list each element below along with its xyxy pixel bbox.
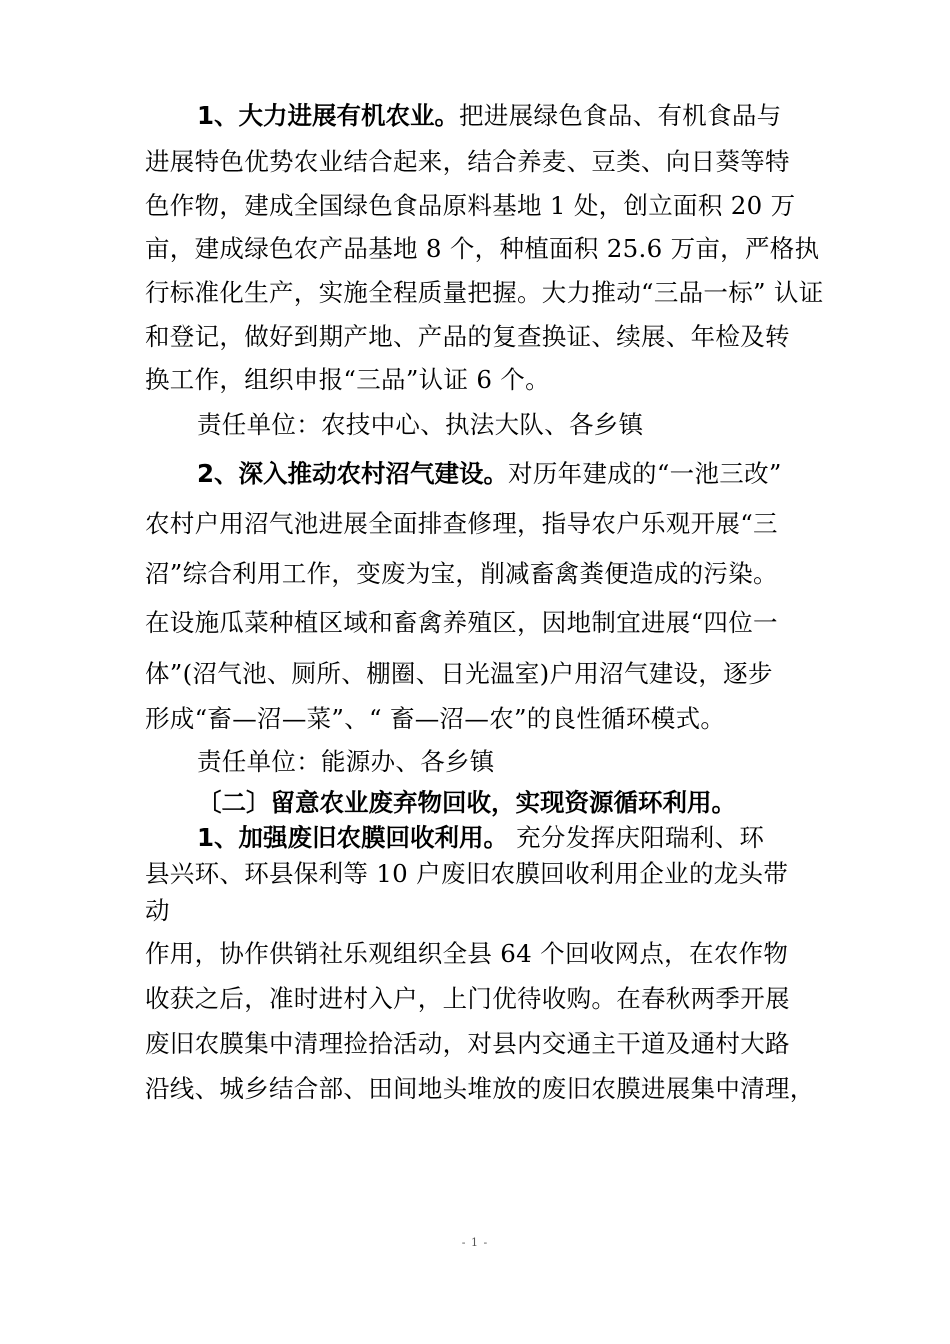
paragraph-line — [197, 458, 782, 490]
paragraph-line: 进展特色优势农业结合起来，结合养麦、豆类、向日葵等特 — [145, 147, 790, 176]
paragraph-line: 沿线、城乡结合部、田间地头堆放的废旧农膜进展集中清理， — [145, 1074, 815, 1103]
section-heading-organic: 1、大力进展有机农业。 — [197, 101, 460, 130]
section-heading-waste: 〔二〕留意农业废弃物回收，实现资源循环利用。 — [197, 788, 736, 817]
paragraph-line: 农村户用沼气池进展全面排查修理，指导农户乐观开展“三 — [145, 509, 778, 538]
paragraph-text: 对历年建成的“一池三改” — [508, 459, 782, 488]
paragraph-line: 行标准化生产，实施全程质量把握。大力推动“三品一标” 认证 — [145, 278, 824, 307]
paragraph-line: 动 — [145, 896, 170, 925]
paragraph-line: 收获之后，准时进村入户，上门优待收购。在春秋两季开展 — [145, 984, 790, 1013]
paragraph-text: 充分发挥庆阳瑞利、环 — [508, 823, 765, 852]
paragraph-line: 和登记，做好到期产地、产品的复查换证、续展、年检及转 — [145, 322, 790, 351]
page-number: - 1 - — [461, 1236, 489, 1249]
paragraph-line: 换工作，组织申报“三品”认证 6 个。 — [145, 365, 550, 394]
paragraph-line: 色作物，建成全国绿色食品原料基地 1 处，创立面积 20 万 — [145, 191, 796, 220]
paragraph-line: 沼”综合利用工作，变废为宝，削减畜禽粪便造成的污染。 — [145, 559, 778, 588]
paragraph-text: 把进展绿色食品、有机食品与 — [459, 101, 782, 130]
section-heading-biogas: 2、深入推动农村沼气建设。 — [197, 459, 509, 488]
paragraph-line — [197, 822, 764, 854]
section-heading-film: 1、加强废旧农膜回收利用。 — [197, 823, 509, 852]
paragraph-line: 体”(沼气池、厕所、棚圈、日光温室)户用沼气建设，逐步 — [145, 659, 773, 688]
responsibility-line: 责任单位：农技中心、执法大队、各乡镇 — [197, 410, 644, 439]
paragraph-line: 作用，协作供销社乐观组织全县 64 个回收网点，在农作物 — [145, 939, 789, 968]
responsibility-line: 责任单位：能源办、各乡镇 — [197, 747, 495, 776]
paragraph-line: 县兴环、环县保利等 10 户废旧农膜回收利用企业的龙头带 — [145, 859, 789, 888]
paragraph-line: 在设施瓜菜种植区域和畜禽养殖区，因地制宜进展“四位一 — [145, 608, 778, 637]
paragraph-line: 形成“畜—沼—菜”、“ 畜—沼—农”的良性循环模式。 — [145, 704, 726, 733]
paragraph-line: 废旧农膜集中清理捡拾活动，对县内交通主干道及通村大路 — [145, 1029, 790, 1058]
paragraph-line — [197, 100, 781, 132]
paragraph-line: 亩，建成绿色农产品基地 8 个，种植面积 25.6 万亩，严格执 — [145, 234, 820, 263]
